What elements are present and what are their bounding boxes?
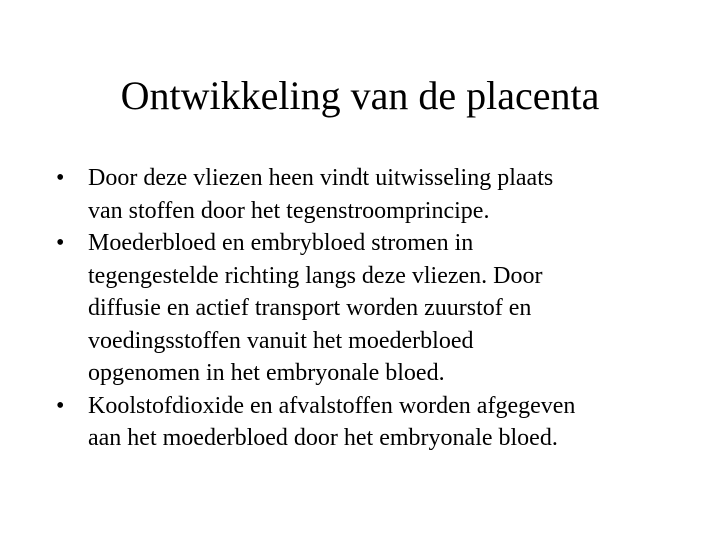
bullet-line: voedingsstoffen vanuit het moederbloed (88, 327, 474, 354)
bullet-line: aan het moederbloed door het embryonale bloed. (88, 425, 558, 451)
bullet-line: Door deze vliezen heen vindt uitwisseling plaats (88, 165, 554, 191)
bullet-item-3 (56, 390, 676, 455)
bullet-item-1 (56, 162, 676, 227)
bullet-icon: • (56, 165, 65, 191)
bullet-line: diffusie en actief transport worden zuurstof en (88, 295, 532, 321)
bullet-line: Moederbloed en embrybloed stromen in (88, 230, 474, 256)
bullet-line: tegengestelde richting langs deze vliezen. Door (88, 262, 543, 289)
bullet-line: opgenomen in het embryonale bloed. (88, 360, 445, 386)
bullet-icon: • (56, 230, 65, 256)
bullet-item-2 (56, 227, 676, 390)
slide-title: Ontwikkeling van de placenta (120, 73, 600, 118)
bullet-icon: • (56, 392, 65, 419)
bullet-line: van stoffen door het tegenstroomprincipe. (88, 197, 490, 224)
bullet-line: Koolstofdioxide en afvalstoffen worden afgegeven (88, 392, 576, 419)
bullet-list (56, 162, 676, 455)
